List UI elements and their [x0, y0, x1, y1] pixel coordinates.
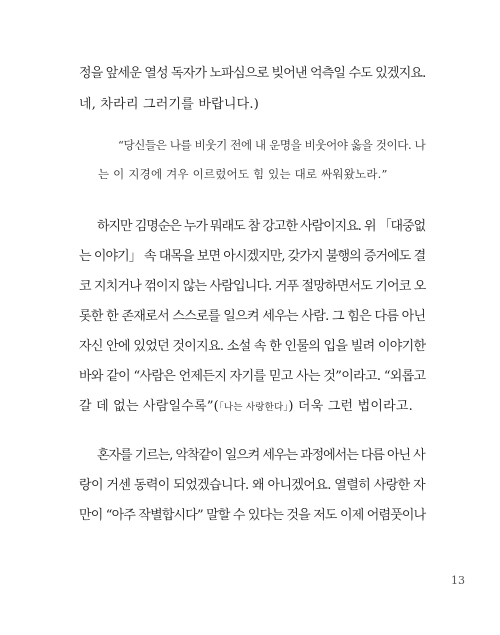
- paragraph-3-line-3: 만이 “아주 작별합시다” 말할 수 있다는 것을 저도 이제 어렴풋이나: [79, 508, 426, 523]
- paragraph-2-line-6: 바와 같이 “사람은 언제든지 자기를 믿고 사는 것”이라고. “외롭고: [79, 369, 426, 384]
- paragraph-2-line-7-text-a: 갈 데 없는 사람일수록”(: [79, 399, 219, 414]
- paragraph-2-line-7-text-b: ) 더욱 그런 법이라고.: [288, 399, 413, 414]
- paragraph-3-line-1: 혼자를 기르는, 악착같이 일으켜 세우는 과정에서는 다름 아닌 사: [97, 448, 425, 463]
- paragraph-2-line-4: 롯한 한 존재로서 스스로를 일으켜 세우는 사람. 그 힘은 다름 아닌: [79, 309, 426, 324]
- paragraph-2-line-7: [79, 395, 413, 414]
- page-number: 13: [451, 574, 465, 587]
- paragraph-2-line-3: 코 지치거나 꺾이지 않는 사람입니다. 거푸 절망하면서도 기어코 오: [79, 279, 426, 294]
- paragraph-3-line-2: 랑이 거센 동력이 되었겠습니다. 왜 아니겠어요. 열렬히 사랑한 자: [79, 478, 426, 493]
- quote-line-1: “당신들은 나를 비웃기 전에 내 운명을 비웃어야 옳을 것이다. 나: [118, 138, 426, 152]
- paragraph-1-line-1: 정을 앞세운 열성 독자가 노파심으로 빚어낸 억측일 수도 있겠지요.: [79, 66, 426, 81]
- paragraph-2-line-5: 자신 안에 있었던 것이지요. 소설 속 한 인물의 입을 빌려 이야기한: [79, 339, 426, 354]
- quote-line-2: 는 이 지경에 겨우 이르렀어도 힘 있는 대로 싸워왔노라.”: [98, 167, 388, 181]
- source-citation: 「나는 사랑한다」: [218, 402, 289, 413]
- paragraph-1-line-2: 네, 차라리 그러기를 바랍니다.): [79, 97, 260, 112]
- paragraph-2-line-2: 는 이야기」 속 대목을 보면 아시겠지만, 갖가지 불행의 증거에도 결: [79, 249, 426, 264]
- paragraph-2-line-1: 하지만 김명순은 누가 뭐래도 참 강고한 사람이지요. 위 「대중없: [97, 219, 426, 234]
